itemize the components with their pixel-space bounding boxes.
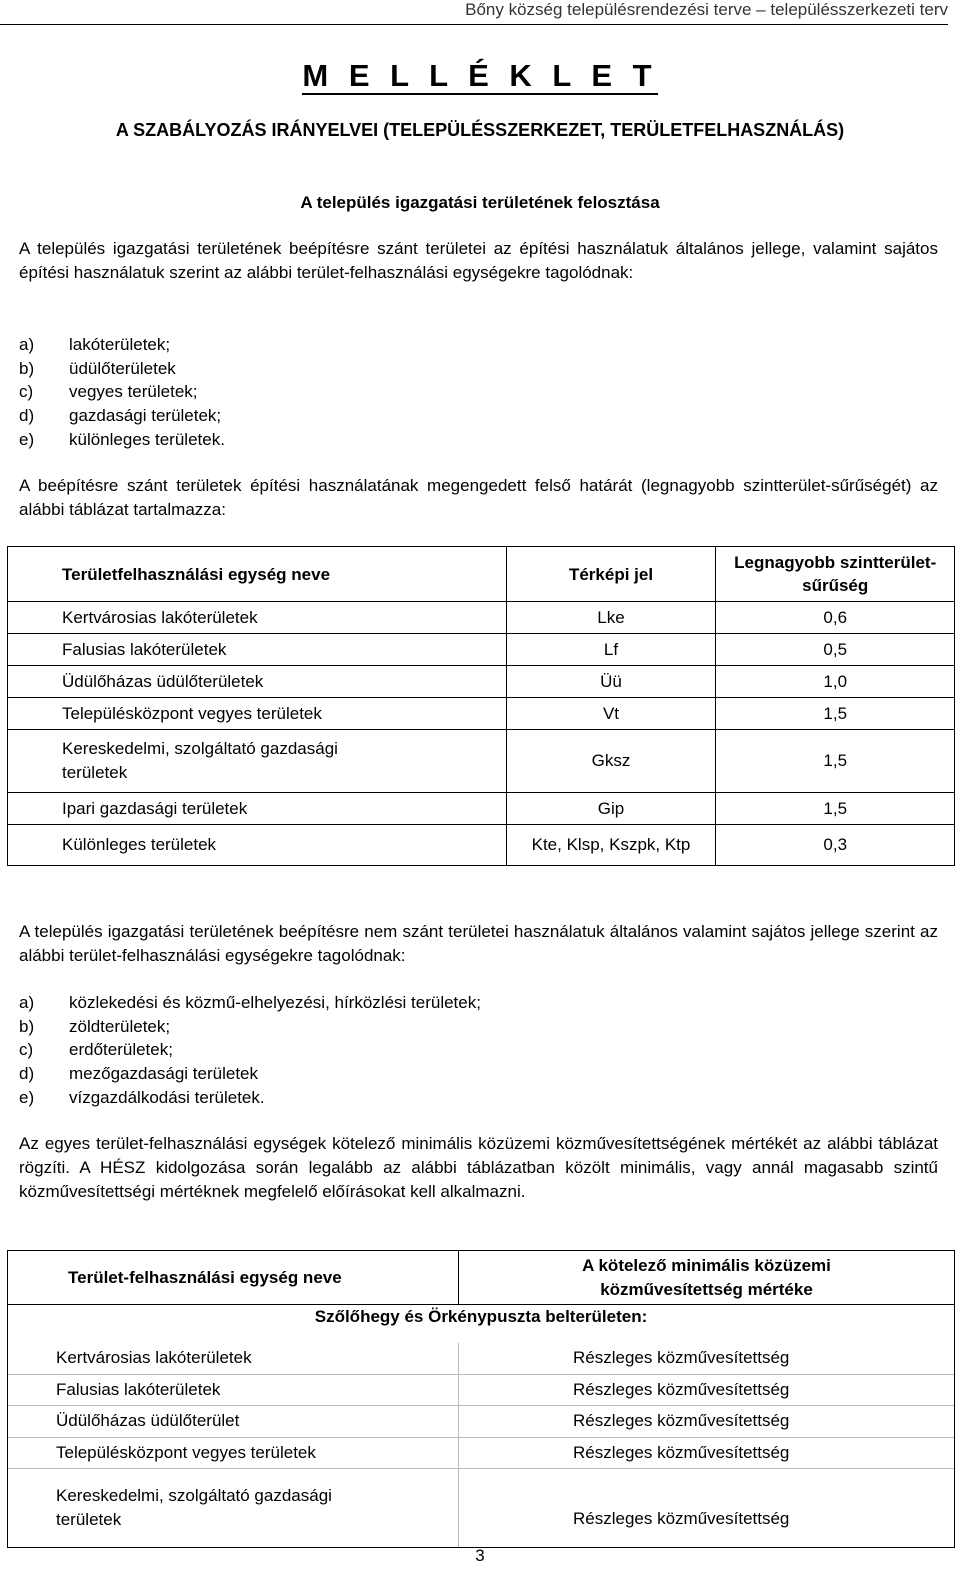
- main-title-text: M E L L É K L E T: [302, 58, 658, 93]
- table-cell-code: Gksz: [506, 730, 716, 793]
- table-header-cell: Terület-felhasználási egység neve: [8, 1251, 459, 1305]
- table-header-row: [8, 547, 955, 602]
- list-item: [19, 991, 481, 1015]
- table-cell-name: Településközpont vegyes területek: [8, 1437, 459, 1469]
- table-cell-name: Üdülőházas üdülőterületek: [8, 666, 507, 698]
- list-text: mezőgazdasági területek: [69, 1064, 259, 1084]
- table-cell-name: Különleges területek: [8, 825, 507, 866]
- list-text: vegyes területek;: [69, 382, 198, 402]
- table-cell-name: Ipari gazdasági területek: [8, 793, 507, 825]
- paragraph-1: A település igazgatási területének beépítésre szánt területei az építési használatuk általános jellege, valamint sajátos építési használatuk szerint az alábbi terület-felhasználási egységekre tagolódnak:: [19, 239, 938, 282]
- sub-title: A SZABÁLYOZÁS IRÁNYELVEI (TELEPÜLÉSSZERKEZET, TERÜLETFELHASZNÁLÁS): [115, 120, 845, 140]
- table-cell-value: 1,0: [716, 666, 955, 698]
- table-cell-name: [8, 1469, 459, 1548]
- table-cell-name: Falusias lakóterületek: [8, 634, 507, 666]
- table-cell-value: Részleges közművesítettség: [459, 1437, 955, 1469]
- list-buildable-areas: [19, 333, 225, 451]
- table-cell-value: 1,5: [716, 793, 955, 825]
- utilities-table: [7, 1250, 955, 1548]
- list-non-buildable-areas: [19, 991, 481, 1109]
- list-marker: a): [19, 993, 35, 1012]
- list-text: különleges területek.: [69, 429, 225, 449]
- table-row: [8, 666, 955, 698]
- list-item: [19, 428, 225, 452]
- table-cell-value: 1,5: [716, 698, 955, 730]
- list-marker: e): [19, 429, 35, 449]
- table-cell-value: Részleges közművesítettség: [459, 1469, 955, 1548]
- list-marker: b): [19, 1016, 35, 1036]
- list-text: közlekedési és közmű-elhelyezési, hírközlési területek;: [69, 993, 481, 1012]
- table-row: [8, 602, 955, 634]
- table-subheader-cell: Szőlőhegy és Örkénypuszta belterületen:: [8, 1305, 955, 1344]
- table-cell-value: 0,6: [716, 602, 955, 634]
- table-header-text: A kötelező minimális közüzemi közművesítettség mértéke: [582, 1255, 831, 1299]
- density-table: [7, 546, 955, 866]
- table-row: [8, 1406, 955, 1438]
- table-cell-code: Üü: [506, 666, 716, 698]
- table-row: [8, 793, 955, 825]
- paragraph-3: A település igazgatási területének beépítésre nem szánt területei használatuk általános valamint sajátos jellege szerint az alábbi terület-felhasználási egységekre tagolódnak:: [19, 922, 938, 965]
- table-row: [8, 1469, 955, 1548]
- list-item: [19, 1062, 481, 1086]
- list-marker: a): [19, 335, 35, 354]
- table-cell-name: Kertvárosias lakóterületek: [8, 1343, 459, 1374]
- table-row: [8, 634, 955, 666]
- paragraph-2: A beépítésre szánt területek építési használatának megengedett felső határát (legnagyobb szintterület-sűrűségét) az alábbi táblázat tartalmazza:: [19, 476, 938, 519]
- table-cell-value: Részleges közművesítettség: [459, 1406, 955, 1438]
- table-cell-value: 0,3: [716, 825, 955, 866]
- table-cell-name-text: Kereskedelmi, szolgáltató gazdasági területek: [56, 1486, 332, 1529]
- page-number: 3: [475, 1546, 485, 1565]
- table-cell-name: Kertvárosias lakóterületek: [8, 602, 507, 634]
- table-cell-value: Részleges közművesítettség: [459, 1343, 955, 1374]
- list-text: lakóterületek;: [69, 335, 171, 354]
- table-header-cell: Legnagyobb szintterület-sűrűség: [716, 547, 955, 602]
- list-item: [19, 333, 225, 357]
- main-title: [0, 58, 960, 94]
- section-title: A település igazgatási területének felosztása: [300, 193, 660, 212]
- paragraph-4: Az egyes terület-felhasználási egységek kötelező minimális közüzemi közművesítettségének mértékét az alábbi táblázat rögzíti. A HÉSZ kidolgozása során legalább az alábbi táblázatban közölt minimális, vagy annál magasabb szintű közművesítettségi mértéknek megfelelő előírásokat kell alkalmazni.: [19, 1134, 938, 1201]
- table-header-row: [8, 1251, 955, 1305]
- table-row: [8, 1437, 955, 1469]
- list-item: [19, 357, 225, 381]
- list-marker: d): [19, 406, 35, 426]
- table-cell-code: Lf: [506, 634, 716, 666]
- list-marker: b): [19, 358, 35, 378]
- table-subheader-row: [8, 1305, 955, 1344]
- list-text: zöldterületek;: [69, 1016, 171, 1036]
- list-marker: d): [19, 1064, 35, 1084]
- table-cell-code: Lke: [506, 602, 716, 634]
- table-header-cell: Területfelhasználási egység neve: [8, 547, 507, 602]
- table-cell-name: Üdülőházas üdülőterület: [8, 1406, 459, 1438]
- table-header-cell: Térképi jel: [506, 547, 716, 602]
- table-row: [8, 1374, 955, 1406]
- list-marker: c): [19, 1040, 34, 1060]
- table-cell-code: Gip: [506, 793, 716, 825]
- list-marker: e): [19, 1087, 35, 1107]
- list-text: erdőterületek;: [69, 1040, 173, 1060]
- list-text: vízgazdálkodási területek.: [69, 1087, 265, 1107]
- table-cell-value: 0,5: [716, 634, 955, 666]
- table-row: [8, 730, 955, 793]
- table-cell-name: Falusias lakóterületek: [8, 1374, 459, 1406]
- table-row: [8, 1343, 955, 1374]
- list-item: [19, 380, 225, 404]
- table-row: [8, 698, 955, 730]
- list-marker: c): [19, 382, 34, 402]
- list-item: [19, 1086, 481, 1110]
- table-cell-value: 1,5: [716, 730, 955, 793]
- list-text: üdülőterületek: [69, 358, 176, 378]
- table-cell-code: Kte, Klsp, Kszpk, Ktp: [506, 825, 716, 866]
- table-cell-name: [8, 730, 507, 793]
- table-header-cell: [459, 1251, 955, 1305]
- running-header: Bőny község településrendezési terve – településszerkezeti terv: [0, 0, 948, 25]
- table-cell-name: Településközpont vegyes területek: [8, 698, 507, 730]
- table-row: [8, 825, 955, 866]
- table-cell-name-text: Kereskedelmi, szolgáltató gazdasági területek: [62, 739, 338, 782]
- list-text: gazdasági területek;: [69, 406, 222, 426]
- list-item: [19, 404, 225, 428]
- table-cell-value: Részleges közművesítettség: [459, 1374, 955, 1406]
- list-item: [19, 1038, 481, 1062]
- list-item: [19, 1015, 481, 1039]
- table-cell-code: Vt: [506, 698, 716, 730]
